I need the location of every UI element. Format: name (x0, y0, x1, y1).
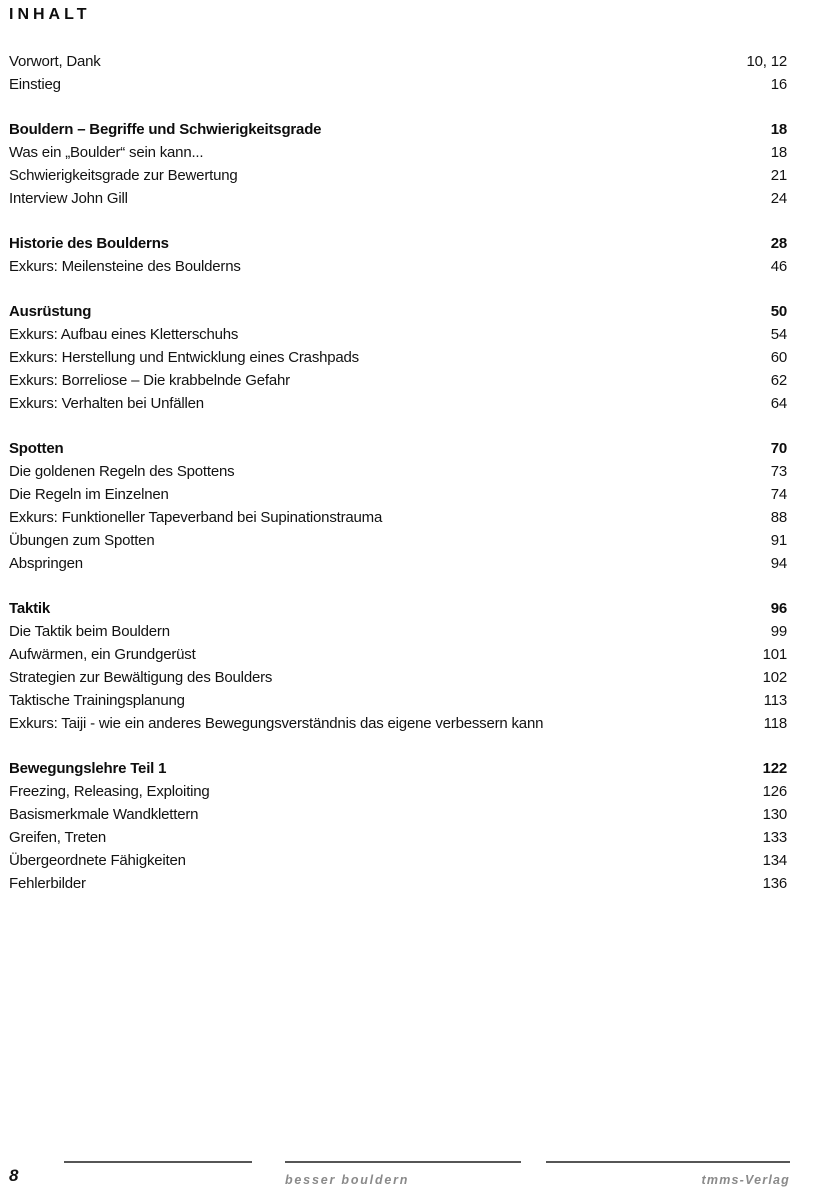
toc-section (9, 757, 787, 895)
toc-entry-label: Exkurs: Borreliose – Die krabbelnde Gefahr (9, 372, 290, 389)
toc-heading-label: Bouldern – Begriffe und Schwierigkeitsgrade (9, 121, 322, 138)
toc-entry-label: Schwierigkeitsgrade zur Bewertung (9, 167, 238, 184)
footer-divider-right (546, 1161, 790, 1163)
toc-entry (9, 73, 787, 96)
toc-entry-page: 21 (770, 167, 787, 184)
toc-section (9, 50, 787, 96)
toc-entry-label: Aufwärmen, ein Grundgerüst (9, 646, 196, 663)
toc-entry-page: 64 (770, 395, 787, 412)
toc-entry (9, 323, 787, 346)
toc-entry (9, 643, 787, 666)
toc-entry-page: 74 (770, 486, 787, 503)
toc-entry-page: 133 (762, 829, 787, 846)
toc-entry-label: Freezing, Releasing, Exploiting (9, 783, 210, 800)
toc-entry-page: 130 (762, 806, 787, 823)
toc-entry-page: 136 (762, 875, 787, 892)
toc-entry-page: 18 (770, 144, 787, 161)
toc-section-heading (9, 118, 787, 141)
toc-entry (9, 187, 787, 210)
toc-entry-page: 10, 12 (746, 53, 787, 70)
toc-entry-label: Exkurs: Taiji - wie ein anderes Bewegungsverständnis das eigene verbessern kann (9, 715, 544, 732)
toc-entry-page: 134 (762, 852, 787, 869)
toc-entry-label: Übungen zum Spotten (9, 532, 155, 549)
footer-page-number: 8 (9, 1166, 19, 1185)
toc-entry (9, 666, 787, 689)
toc-entry (9, 392, 787, 415)
toc-entry-page: 126 (762, 783, 787, 800)
toc-entry-page: 73 (770, 463, 787, 480)
toc-heading-page: 122 (762, 760, 787, 777)
toc-section (9, 300, 787, 415)
toc-entry (9, 872, 787, 895)
toc-entry (9, 164, 787, 187)
toc-entry (9, 460, 787, 483)
toc-heading-label: Historie des Boulderns (9, 235, 169, 252)
toc-entry-label: Fehlerbilder (9, 875, 86, 892)
toc-list (9, 50, 787, 895)
toc-entry-label: Greifen, Treten (9, 829, 107, 846)
toc-section (9, 232, 787, 278)
toc-entry (9, 506, 787, 529)
toc-entry-page: 60 (770, 349, 787, 366)
toc-entry-page: 102 (762, 669, 787, 686)
toc-entry (9, 369, 787, 392)
toc-entry-page: 46 (770, 258, 787, 275)
toc-heading-page: 96 (770, 600, 787, 617)
toc-section (9, 597, 787, 735)
toc-heading-label: Spotten (9, 440, 64, 457)
toc-entry-label: Taktische Trainingsplanung (9, 692, 185, 709)
toc-entry (9, 50, 787, 73)
toc-entry (9, 803, 787, 826)
toc-entry-label: Die Taktik beim Bouldern (9, 623, 170, 640)
toc-heading-label: Ausrüstung (9, 303, 92, 320)
toc-entry-label: Übergeordnete Fähigkeiten (9, 852, 186, 869)
toc-heading-label: Taktik (9, 600, 51, 617)
toc-entry-label: Strategien zur Bewältigung des Boulders (9, 669, 273, 686)
toc-entry (9, 780, 787, 803)
toc-entry-label: Abspringen (9, 555, 83, 572)
toc-entry-page: 91 (770, 532, 787, 549)
toc-heading-page: 70 (770, 440, 787, 457)
toc-entry-page: 94 (770, 555, 787, 572)
toc-heading-page: 50 (770, 303, 787, 320)
toc-section-heading (9, 300, 787, 323)
toc-entry-page: 54 (770, 326, 787, 343)
toc-entry (9, 689, 787, 712)
toc-entry (9, 712, 787, 735)
footer-book-title: besser bouldern (285, 1173, 410, 1187)
toc-entry-label: Vorwort, Dank (9, 53, 101, 70)
toc-entry-page: 88 (770, 509, 787, 526)
toc-entry-label: Exkurs: Herstellung und Entwicklung eines Crashpads (9, 349, 359, 366)
toc-entry-page: 99 (770, 623, 787, 640)
toc-entry-label: Exkurs: Funktioneller Tapeverband bei Supinationstrauma (9, 509, 383, 526)
toc-entry-label: Exkurs: Meilensteine des Boulderns (9, 258, 241, 275)
toc-entry-page: 16 (770, 76, 787, 93)
toc-heading-label: Bewegungslehre Teil 1 (9, 760, 167, 777)
toc-entry-label: Interview John Gill (9, 190, 128, 207)
page-footer (0, 1157, 814, 1197)
toc-section-heading (9, 597, 787, 620)
toc-entry-page: 113 (763, 692, 787, 709)
toc-entry-page: 118 (763, 715, 787, 732)
footer-publisher: tmms-Verlag (701, 1173, 790, 1187)
toc-section (9, 118, 787, 210)
toc-entry (9, 826, 787, 849)
toc-entry-label: Die Regeln im Einzelnen (9, 486, 169, 503)
toc-section-heading (9, 757, 787, 780)
toc-entry (9, 141, 787, 164)
toc-entry-label: Einstieg (9, 76, 61, 93)
toc-entry-page: 24 (770, 190, 787, 207)
toc-entry-label: Was ein „Boulder“ sein kann... (9, 144, 204, 161)
toc-section (9, 437, 787, 575)
toc-entry-label: Exkurs: Aufbau eines Kletterschuhs (9, 326, 239, 343)
toc-section-heading (9, 232, 787, 255)
toc-entry-label: Die goldenen Regeln des Spottens (9, 463, 235, 480)
toc-entry (9, 483, 787, 506)
footer-divider-left (64, 1161, 252, 1163)
toc-entry-page: 62 (770, 372, 787, 389)
page-title: INHALT (9, 6, 91, 23)
toc-entry (9, 620, 787, 643)
footer-divider-center (285, 1161, 521, 1163)
toc-entry (9, 849, 787, 872)
toc-entry-page: 101 (762, 646, 787, 663)
toc-entry (9, 255, 787, 278)
toc-entry-label: Basismerkmale Wandklettern (9, 806, 199, 823)
toc-heading-page: 18 (770, 121, 787, 138)
toc-entry-label: Exkurs: Verhalten bei Unfällen (9, 395, 204, 412)
toc-section-heading (9, 437, 787, 460)
toc-entry (9, 552, 787, 575)
toc-entry (9, 346, 787, 369)
toc-entry (9, 529, 787, 552)
toc-heading-page: 28 (770, 235, 787, 252)
